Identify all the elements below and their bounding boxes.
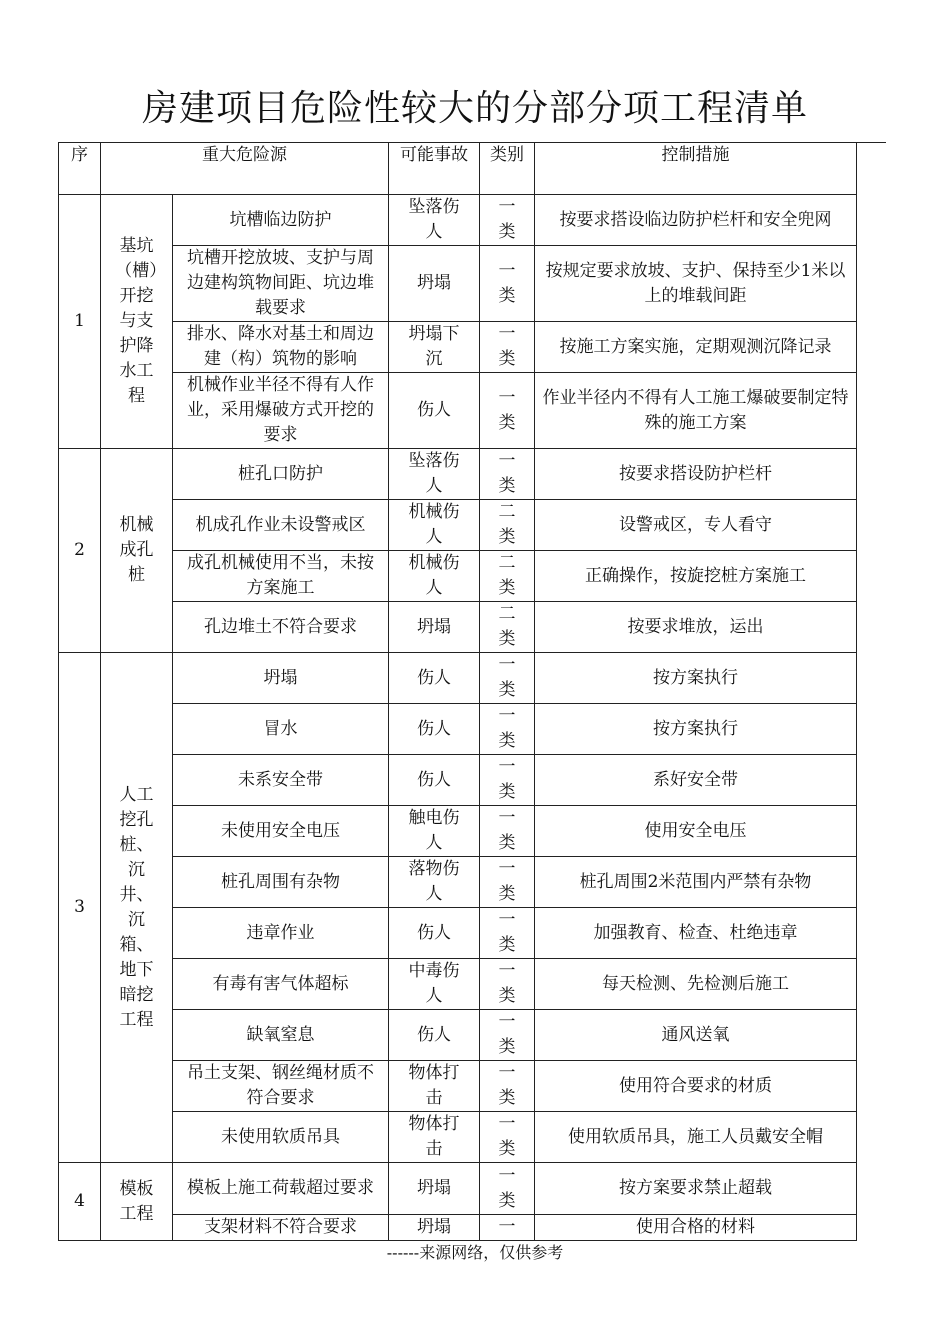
category-cell: 二类 xyxy=(480,551,535,602)
group-number: 3 xyxy=(59,653,101,1163)
hazard-cell: 坍塌 xyxy=(173,653,389,704)
group-number: 1 xyxy=(59,195,101,449)
category-cell: 一类 xyxy=(480,1061,535,1112)
hazard-cell: 缺氧窒息 xyxy=(173,1010,389,1061)
header-row xyxy=(59,143,857,195)
table-row xyxy=(59,1010,857,1061)
accident-cell: 坠落伤人 xyxy=(389,195,480,246)
header-measure: 控制措施 xyxy=(535,143,857,195)
hazard-cell: 机械作业半径不得有人作业，采用爆破方式开挖的要求 xyxy=(173,373,389,449)
group-name: 人工挖孔桩、沉井、沉箱、地下暗挖工程 xyxy=(101,653,173,1163)
header-no: 序 xyxy=(59,143,101,195)
hazard-cell: 桩孔口防护 xyxy=(173,449,389,500)
measure-cell: 按规定要求放坡、支护、保持至少1米以上的堆载间距 xyxy=(535,246,857,322)
table-row xyxy=(59,959,857,1010)
category-cell: 一类 xyxy=(480,1010,535,1061)
category-cell: 一类 xyxy=(480,195,535,246)
group-name: 机械成孔桩 xyxy=(101,449,173,653)
hazard-cell: 坑槽开挖放坡、支护与周边建构筑物间距、坑边堆载要求 xyxy=(173,246,389,322)
accident-cell: 伤人 xyxy=(389,373,480,449)
measure-cell: 使用安全电压 xyxy=(535,806,857,857)
hazard-cell: 机成孔作业未设警戒区 xyxy=(173,500,389,551)
group-number: 2 xyxy=(59,449,101,653)
measure-cell: 使用软质吊具，施工人员戴安全帽 xyxy=(535,1112,857,1163)
measure-cell: 每天检测、先检测后施工 xyxy=(535,959,857,1010)
table-row xyxy=(59,1061,857,1112)
hazard-cell: 未使用安全电压 xyxy=(173,806,389,857)
hazard-cell: 冒水 xyxy=(173,704,389,755)
table-row xyxy=(59,246,857,322)
measure-cell: 系好安全带 xyxy=(535,755,857,806)
measure-cell: 按施工方案实施，定期观测沉降记录 xyxy=(535,322,857,373)
accident-cell: 坍塌 xyxy=(389,1215,480,1241)
accident-cell: 坠落伤人 xyxy=(389,449,480,500)
category-cell: 二类 xyxy=(480,602,535,653)
header-category: 类别 xyxy=(480,143,535,195)
table-row xyxy=(59,449,857,500)
table-row xyxy=(59,755,857,806)
table-row xyxy=(59,602,857,653)
accident-cell: 机械伤人 xyxy=(389,500,480,551)
measure-cell: 按方案执行 xyxy=(535,704,857,755)
measure-cell: 按方案要求禁止超载 xyxy=(535,1163,857,1215)
hazard-cell: 支架材料不符合要求 xyxy=(173,1215,389,1241)
table-body xyxy=(59,195,857,1241)
measure-cell: 桩孔周围2米范围内严禁有杂物 xyxy=(535,857,857,908)
table-row xyxy=(59,322,857,373)
measure-cell: 通风送氧 xyxy=(535,1010,857,1061)
table-row xyxy=(59,1112,857,1163)
accident-cell: 坍塌 xyxy=(389,1163,480,1215)
category-cell: 一类 xyxy=(480,908,535,959)
measure-cell: 正确操作，按旋挖桩方案施工 xyxy=(535,551,857,602)
accident-cell: 伤人 xyxy=(389,1010,480,1061)
measure-cell: 按要求搭设临边防护栏杆和安全兜网 xyxy=(535,195,857,246)
table-row xyxy=(59,806,857,857)
hazard-cell: 孔边堆土不符合要求 xyxy=(173,602,389,653)
accident-cell: 机械伤人 xyxy=(389,551,480,602)
hazard-cell: 排水、降水对基土和周边建（构）筑物的影响 xyxy=(173,322,389,373)
category-cell: 一类 xyxy=(480,1163,535,1215)
measure-cell: 加强教育、检查、杜绝违章 xyxy=(535,908,857,959)
table-row xyxy=(59,551,857,602)
accident-cell: 落物伤人 xyxy=(389,857,480,908)
category-cell: 一类 xyxy=(480,1112,535,1163)
hazard-cell: 违章作业 xyxy=(173,908,389,959)
measure-cell: 使用符合要求的材质 xyxy=(535,1061,857,1112)
table-row xyxy=(59,195,857,246)
category-cell: 一类 xyxy=(480,959,535,1010)
hazard-cell: 坑槽临边防护 xyxy=(173,195,389,246)
category-cell: 一类 xyxy=(480,322,535,373)
category-cell: 一类 xyxy=(480,246,535,322)
group-name: 模板工程 xyxy=(101,1163,173,1241)
measure-cell: 按方案执行 xyxy=(535,653,857,704)
accident-cell: 触电伤人 xyxy=(389,806,480,857)
table-row xyxy=(59,908,857,959)
group-number: 4 xyxy=(59,1163,101,1241)
measure-cell: 按要求搭设防护栏杆 xyxy=(535,449,857,500)
hazard-cell: 模板上施工荷载超过要求 xyxy=(173,1163,389,1215)
measure-cell: 作业半径内不得有人工施工爆破要制定特殊的施工方案 xyxy=(535,373,857,449)
hazard-cell: 未系安全带 xyxy=(173,755,389,806)
measure-cell: 使用合格的材料 xyxy=(535,1215,857,1241)
page-title: 房建项目危险性较大的分部分项工程清单 xyxy=(141,88,808,129)
accident-cell: 物体打击 xyxy=(389,1112,480,1163)
table-row xyxy=(59,1215,857,1241)
category-cell: 一类 xyxy=(480,653,535,704)
accident-cell: 坍塌 xyxy=(389,602,480,653)
footer-note: ------来源网络，仅供参考 xyxy=(386,1243,564,1262)
accident-cell: 坍塌 xyxy=(389,246,480,322)
category-cell: 一 xyxy=(480,1215,535,1241)
measure-cell: 按要求堆放，运出 xyxy=(535,602,857,653)
hazard-cell: 成孔机械使用不当，未按方案施工 xyxy=(173,551,389,602)
hazard-cell: 桩孔周围有杂物 xyxy=(173,857,389,908)
table-row xyxy=(59,857,857,908)
category-cell: 一类 xyxy=(480,806,535,857)
header-hazard: 重大危险源 xyxy=(101,143,389,195)
accident-cell: 伤人 xyxy=(389,653,480,704)
group-name: 基坑（槽）开挖与支护降水工程 xyxy=(101,195,173,449)
accident-cell: 伤人 xyxy=(389,704,480,755)
table-row xyxy=(59,653,857,704)
accident-cell: 坍塌下沉 xyxy=(389,322,480,373)
table-row xyxy=(59,373,857,449)
accident-cell: 物体打击 xyxy=(389,1061,480,1112)
category-cell: 一类 xyxy=(480,449,535,500)
category-cell: 一类 xyxy=(480,755,535,806)
accident-cell: 伤人 xyxy=(389,755,480,806)
hazard-table xyxy=(58,142,857,1241)
accident-cell: 中毒伤人 xyxy=(389,959,480,1010)
accident-cell: 伤人 xyxy=(389,908,480,959)
header-accident: 可能事故 xyxy=(389,143,480,195)
category-cell: 一类 xyxy=(480,857,535,908)
measure-cell: 设警戒区，专人看守 xyxy=(535,500,857,551)
hazard-cell: 有毒有害气体超标 xyxy=(173,959,389,1010)
table-row xyxy=(59,500,857,551)
hazard-cell: 吊土支架、钢丝绳材质不符合要求 xyxy=(173,1061,389,1112)
category-cell: 一类 xyxy=(480,704,535,755)
table-row xyxy=(59,1163,857,1215)
hazard-cell: 未使用软质吊具 xyxy=(173,1112,389,1163)
category-cell: 二类 xyxy=(480,500,535,551)
table-row xyxy=(59,704,857,755)
category-cell: 一类 xyxy=(480,373,535,449)
